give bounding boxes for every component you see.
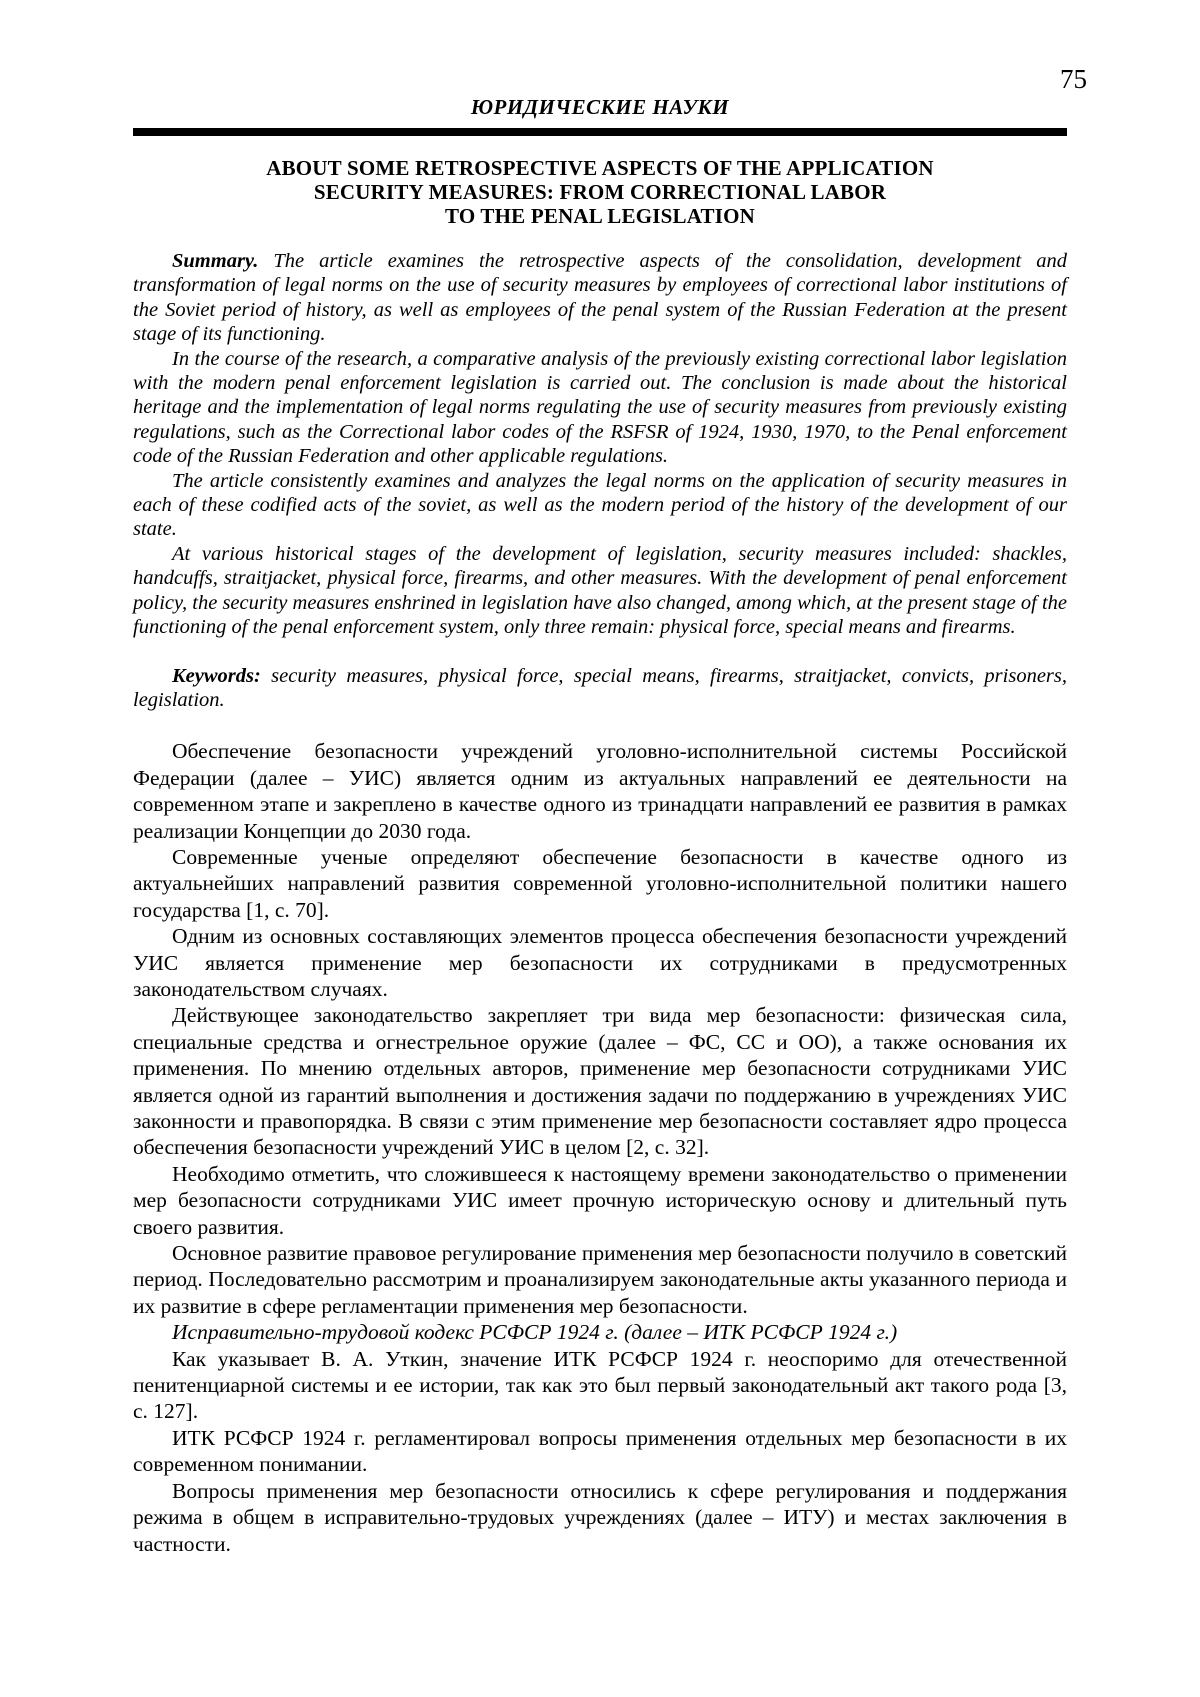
article-title-line-1: ABOUT SOME RETROSPECTIVE ASPECTS OF THE APPLICATION bbox=[266, 156, 934, 180]
running-head: ЮРИДИЧЕСКИЕ НАУКИ bbox=[470, 95, 730, 119]
body-paragraph: Современные ученые определяют обеспечение безопасности в качестве одного из актуальнейших направлений развития современной уголовно-исполнительной политики нашего государства [1, с. 70]. bbox=[133, 844, 1067, 922]
body-paragraph: Одним из основных составляющих элементов процесса обеспечения безопасности учреждений УИС является применение мер безопасности их сотрудниками в предусмотренных законодательством случаях. bbox=[133, 924, 1067, 1001]
summary-label: Summary. bbox=[172, 250, 259, 272]
body-paragraph: Основное развитие правовое регулирование применения мер безопасности получило в советский период. Последовательно рассмотрим и проанализируем законодательные акты указанного периода и их развитие в сфере регламентации применения мер безопасности. bbox=[133, 1241, 1067, 1318]
body-paragraph: Вопросы применения мер безопасности относились к сфере регулирования и поддержания режима в общем в исправительно-трудовых учреждениях (далее – ИТУ) и местах заключения в частности. bbox=[133, 1478, 1067, 1556]
abstract-paragraph: At various historical stages of the development of legislation, security measures included: shackles, handcuffs, straitjacket, physical force, firearms, and other measures. With the development of penal enforcement policy, the security measures enshrined in legislation have also changed, among which, at the present stage of the functioning of the penal enforcement system, only three remain: physical force, special means and firearms. bbox=[133, 542, 1067, 639]
article-body bbox=[133, 738, 1067, 1557]
abstract-paragraph: In the course of the research, a comparative analysis of the previously existing correctional labor legislation with the modern penal enforcement legislation is carried out. The conclusion is made about the historical heritage and the implementation of legal norms regulating the use of security measures from previously existing regulations, such as the Correctional labor codes of the RSFSR of 1924, 1930, 1970, to the Penal enforcement code of the Russian Federation and other applicable regulations. bbox=[133, 347, 1067, 468]
keywords-label: Keywords: bbox=[172, 664, 261, 687]
section-heading-itk-1924: Исправительно-трудовой кодекс РСФСР 1924 г. (далее – ИТК РСФСР 1924 г.) bbox=[172, 1320, 898, 1345]
body-paragraph: Необходимо отметить, что сложившееся к настоящему времени законодательство о применении мер безопасности сотрудниками УИС имеет прочную историческую основу и длительный путь своего развития. bbox=[133, 1161, 1067, 1239]
header-rule bbox=[133, 128, 1067, 136]
article-title bbox=[133, 156, 1067, 228]
body-paragraph: Как указывает В. А. Уткин, значение ИТК РСФСР 1924 г. неоспоримо для отечественной пенитенциарной системы и ее истории, так как это был первый законодательный акт такого рода [3, с. 127]. bbox=[133, 1346, 1067, 1424]
abstract-paragraph: The article consistently examines and analyzes the legal norms on the application of security measures in each of these codified acts of the soviet, as well as the modern period of the history of the development of our state. bbox=[133, 469, 1067, 541]
keywords-line bbox=[133, 664, 1067, 713]
abstract-text: The article examines the retrospective aspects of the consolidation, development and transformation of legal norms on the use of security measures by employees of correctional labor institutions of the Soviet period of history, as well as employees of the penal system of the Russian Federation at the present stage of its functioning. bbox=[133, 250, 1067, 346]
article-title-line-3: TO THE PENAL LEGISLATION bbox=[445, 204, 755, 228]
page-number: 75 bbox=[1060, 64, 1087, 94]
body-paragraph: Действующее законодательство закрепляет три вида мер безопасности: физическая сила, специальные средства и огнестрельное оружие (далее – ФС, СС и ОО), а также основания их применения. По мнению отдельных авторов, применение мер безопасности сотрудниками УИС является одной из гарантий выполнения и достижения задачи по поддержанию в учреждениях УИС законности и правопорядка. В связи с этим применение мер безопасности составляет ядро процесса обеспечения безопасности учреждений УИС в целом [2, с. 32]. bbox=[133, 1003, 1067, 1160]
abstract-section bbox=[133, 249, 1067, 640]
keywords-text: security measures, physical force, special means, firearms, straitjacket, convicts, prisoners, legislation. bbox=[133, 664, 1068, 711]
body-paragraph: ИТК РСФСР 1924 г. регламентировал вопросы применения отдельных мер безопасности в их современном понимании. bbox=[133, 1425, 1067, 1477]
abstract-paragraph bbox=[133, 249, 1067, 347]
article-title-line-2: SECURITY MEASURES: FROM CORRECTIONAL LABOR bbox=[313, 180, 887, 204]
body-paragraph: Обеспечение безопасности учреждений уголовно-исполнительной системы Российской Федерации (далее – УИС) является одним из актуальных направлений ее деятельности на современном этапе и закреплено в качестве одного из тринадцати направлений ее развития в рамках реализации Концепции до 2030 года. bbox=[133, 739, 1067, 843]
